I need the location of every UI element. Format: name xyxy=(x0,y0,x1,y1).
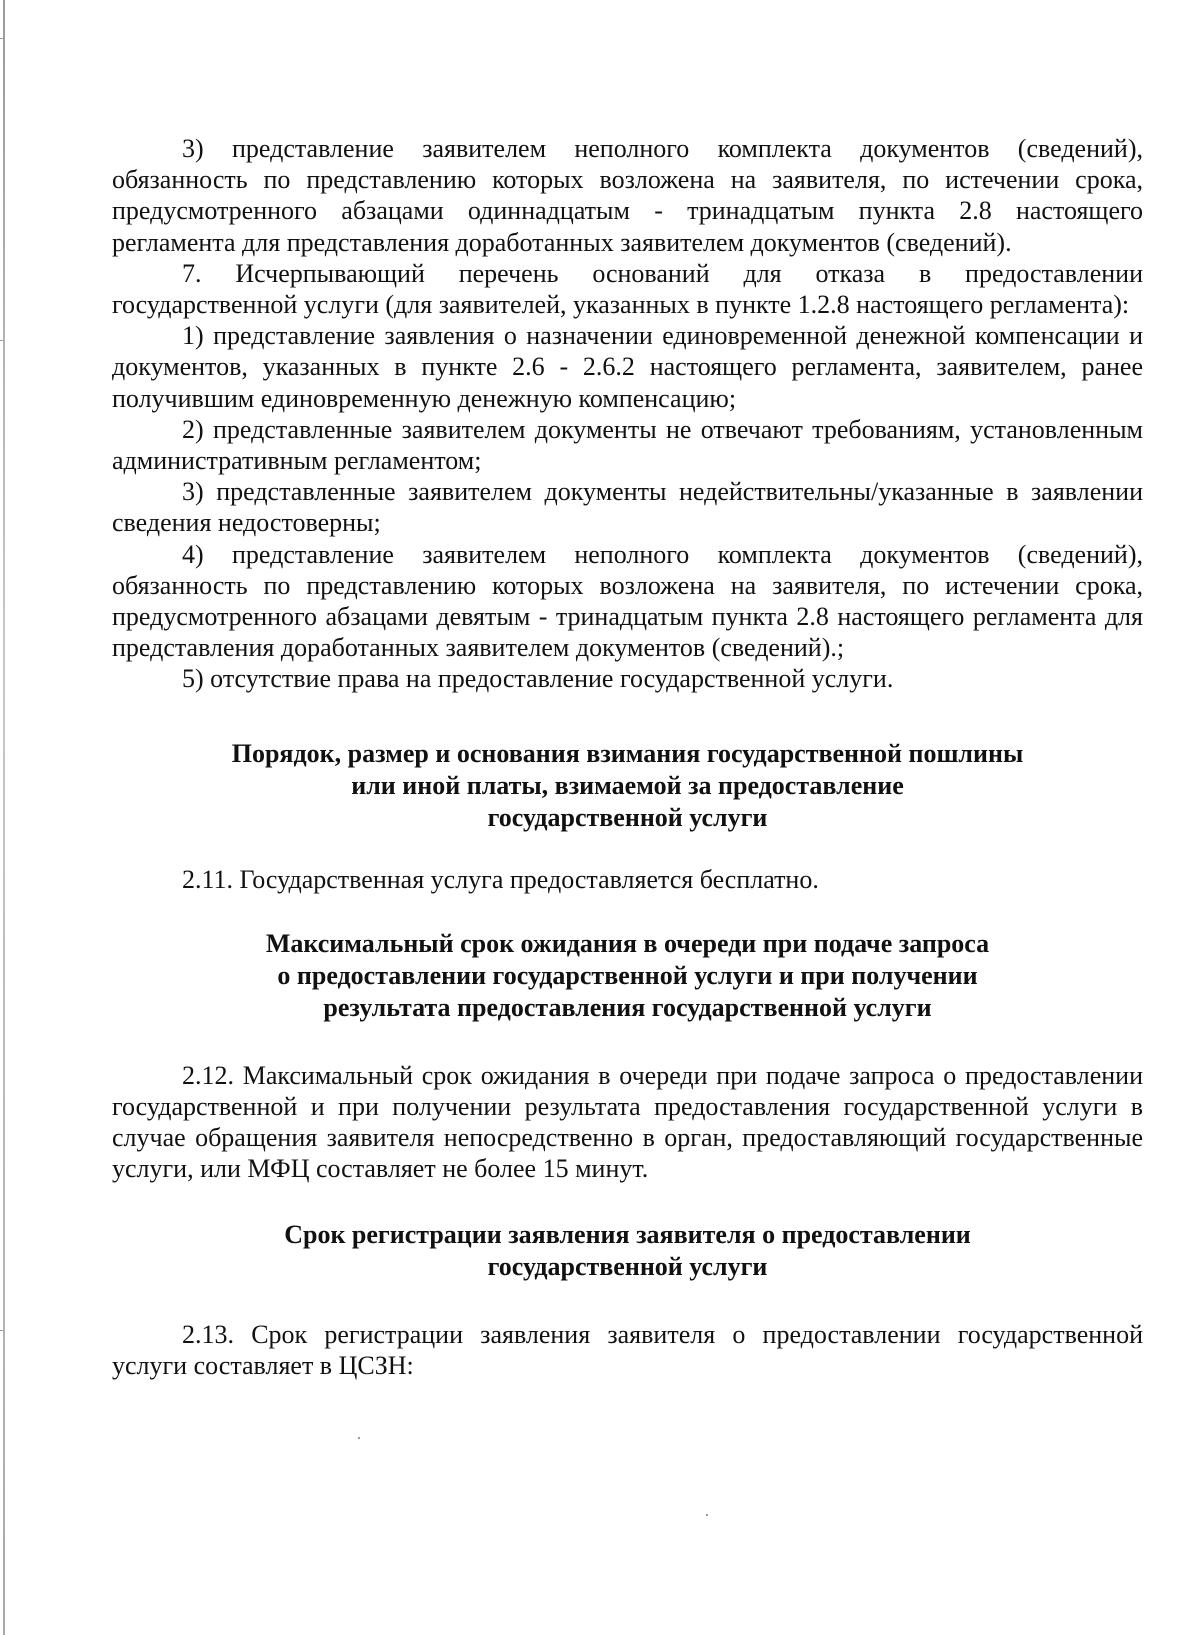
heading-fee xyxy=(112,738,1143,834)
heading-queue-line-3: результата предоставления государственной услуги xyxy=(323,992,932,1022)
list-item-2: 2) представленные заявителем документы не отвечают требованиям, установленным административным регламентом; xyxy=(112,414,1143,476)
heading-fee-line-1: Порядок, размер и основания взимания государственной пошлины xyxy=(231,738,1024,768)
heading-fee-line-3: государственной услуги xyxy=(487,802,768,832)
heading-queue-line-2: о предоставлении государственной услуги и при получении xyxy=(277,960,978,990)
heading-registration xyxy=(112,1219,1143,1283)
list-item-4: 4) представление заявителем неполного комплекта документов (сведений), обязанность по представлению которых возложена на заявителя, по истечении срока, предусмотренного абзацами девятым - тринадцатым пункта 2.8 настоящего регламента для представления доработанных заявителем документов (сведений).; xyxy=(112,539,1143,663)
scan-edge-mark xyxy=(0,1330,3,1331)
paragraph-2-11: 2.11. Государственная услуга предоставляется бесплатно. xyxy=(182,864,819,894)
scan-edge-mark xyxy=(0,340,3,341)
list-item-1: 1) представление заявления о назначении единовременной денежной компенсации и документов, указанных в пункте 2.6 - 2.6.2 настоящего регламента, заявителем, ранее получившим единовременную денежную компенсацию; xyxy=(112,321,1143,413)
heading-fee-line-2: или иной платы, взимаемой за предоставление xyxy=(351,770,904,800)
paragraph-7: 7. Исчерпывающий перечень оснований для отказа в предоставлении государственной услуги (для заявителей, указанных в пункте 1.2.8 настоящего регламента): xyxy=(112,258,1143,320)
heading-registration-line-2: государственной услуги xyxy=(487,1251,768,1281)
heading-registration-line-1: Срок регистрации заявления заявителя о предоставлении xyxy=(284,1219,971,1249)
scan-speck xyxy=(706,1514,708,1516)
list-item-3: 3) представленные заявителем документы недействительны/указанные в заявлении сведения недостоверны; xyxy=(112,477,1143,538)
scan-speck xyxy=(358,1437,360,1439)
heading-queue-line-1: Максимальный срок ожидания в очереди при подаче запроса xyxy=(265,928,990,958)
scan-left-edge xyxy=(3,0,5,1635)
heading-queue xyxy=(112,928,1143,1024)
paragraph-2-12: 2.12. Максимальный срок ожидания в очереди при подаче запроса о предоставлении государственной и при получении результата предоставления государственной услуги в случае обращения заявителя непосредственно в орган, предоставляющий государственные услуги, или МФЦ составляет не более 15 минут. xyxy=(112,1060,1143,1184)
paragraph-item-3-previous: 3) представление заявителем неполного комплекта документов (сведений), обязанность по представлению которых возложена на заявителя, по истечении срока, предусмотренного абзацами одиннадцатым - тринадцатым пункта 2.8 настоящего регламента для представления доработанных заявителем документов (сведений). xyxy=(112,134,1143,257)
list-item-5: 5) отсутствие права на предоставление государственной услуги. xyxy=(182,664,894,694)
document-body xyxy=(112,133,1143,1381)
scan-edge-mark xyxy=(0,38,3,39)
paragraph-2-13: 2.13. Срок регистрации заявления заявителя о предоставлении государственной услуги составляет в ЦСЗН: xyxy=(112,1319,1143,1380)
